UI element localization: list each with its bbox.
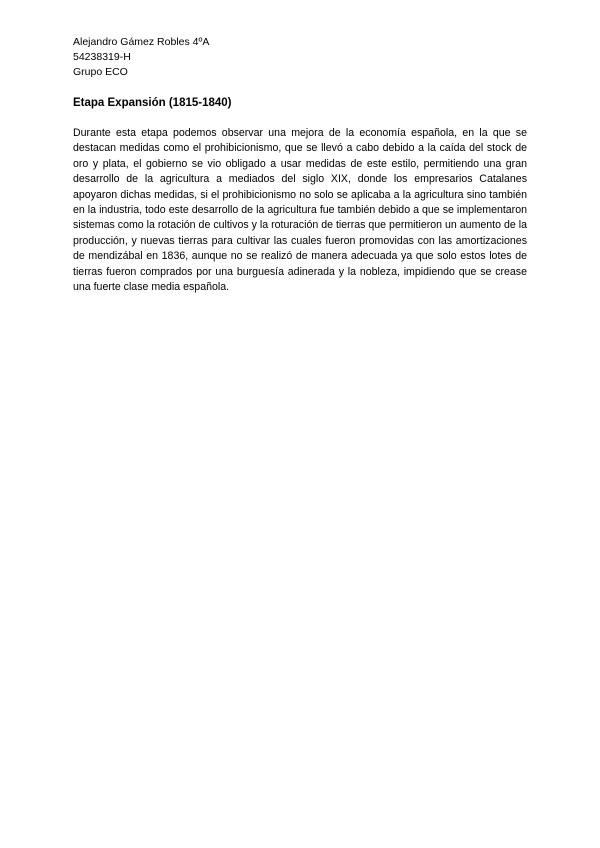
section-body-paragraph: Durante esta etapa podemos observar una mejora de la economía española, en la que se destacan medidas como el prohibicionismo, que se llevó a cabo debido a la caída del stock de oro y plata, el gobierno se vio obligado a usar medidas de este estilo, permitiendo una gran desarrollo de la agricultura a mediados del siglo XIX, donde los empresarios Catalanes apoyaron dichas medidas, si el prohibicionismo no solo se aplicaba a la agricultura sino también en la industria, todo este desarrollo de la agricultura fue también debido a que se implementaron sistemas como la rotación de cultivos y la roturación de tierras que permitieron un aumento de la producción, y nuevas tierras para cultivar las cuales fueron promovidas con las amortizaciones de mendizábal en 1836, aunque no se realizó de manera adecuada ya que solo estos lotes de tierras fueron comprados por una burguesía adinerada y la nobleza, impidiendo que se crease una fuerte clase media española.: [73, 127, 527, 294]
group-line: Grupo ECO: [73, 66, 128, 78]
author-line: Alejandro Gámez Robles 4ºA: [73, 36, 210, 48]
id-number-line: 54238319-H: [73, 51, 131, 63]
document-header: [73, 35, 533, 80]
section-title: Etapa Expansión (1815-1840): [73, 97, 232, 109]
